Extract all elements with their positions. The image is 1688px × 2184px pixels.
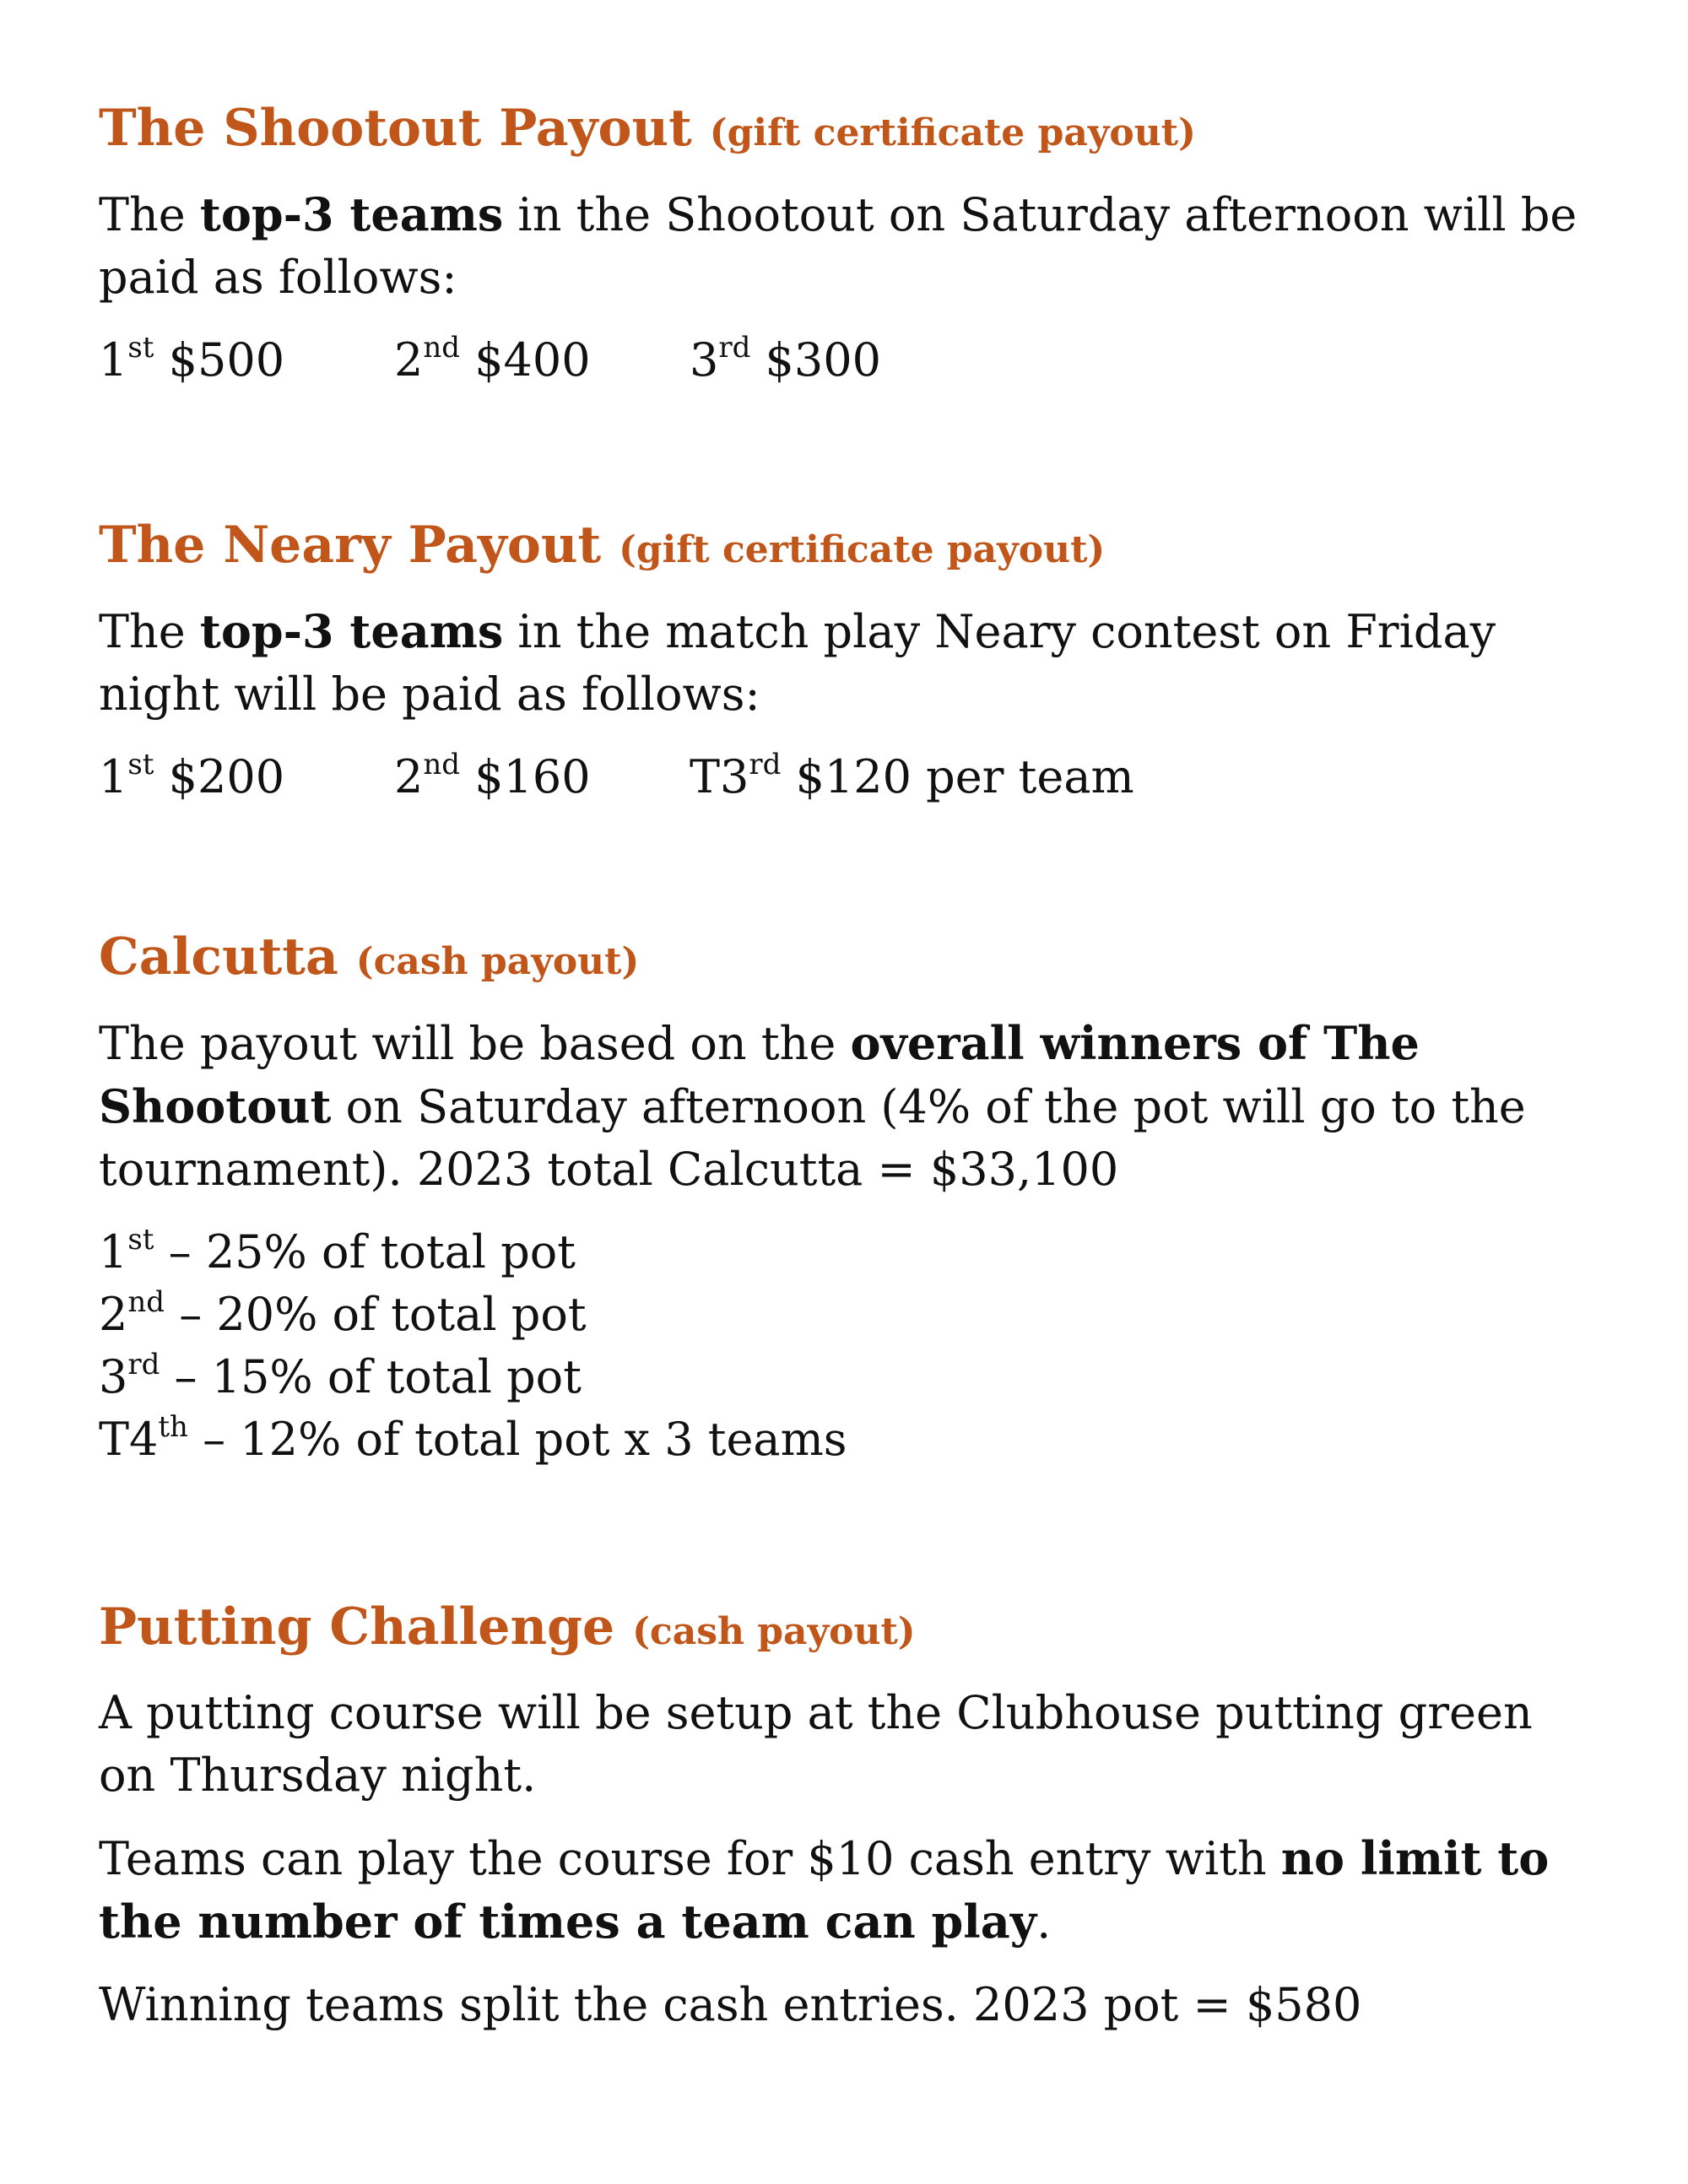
payout-text: – 25% of total pot [154,1225,576,1279]
putting-section [99,1598,1601,2036]
payout-rank-suffix: rd [718,331,751,365]
putting-p2-bold: no limit to the number of times a team can play [99,1831,1550,1949]
shootout-desc-bold: top-3 teams [199,187,504,241]
putting-paragraph-1: A putting course will be setup at the Clubhouse putting green on Thursday night. [99,1686,1533,1802]
putting-subtitle: (cash payout) [632,1610,916,1653]
payout-rank: 2 [394,333,424,387]
payout-rank: 1 [99,333,128,387]
shootout-title: The Shootout Payout [99,99,692,158]
payout-rank: 3 [690,333,719,387]
shootout-description [99,183,1601,309]
payout-rank: 1 [99,1225,128,1279]
payout-rank-suffix: st [127,748,154,781]
payout-amount: $160 [460,750,591,803]
payout-amount: $400 [460,333,591,387]
putting-p2-post: . [1036,1895,1052,1949]
neary-heading [99,516,1601,575]
payout-rank-suffix: st [127,1223,154,1257]
payout-text: – 12% of total pot x 3 teams [187,1413,847,1466]
payout-amount: $300 [750,333,881,387]
neary-description [99,600,1601,726]
calcutta-section [99,928,1601,1471]
shootout-payouts [99,329,1601,392]
calcutta-payout-1 [99,1221,1601,1284]
calcutta-payout-2 [99,1284,1601,1346]
putting-title: Putting Challenge [99,1597,615,1657]
shootout-payout-3 [690,329,881,392]
calcutta-subtitle: (cash payout) [355,940,640,983]
shootout-desc-pre: The [99,188,200,241]
calcutta-payout-list [99,1221,1601,1471]
neary-payout-3 [690,746,1134,808]
payout-rank: T4 [99,1413,159,1466]
neary-payout-2 [394,746,690,808]
payout-text: – 20% of total pot [165,1288,587,1341]
payout-rank-suffix: st [127,331,154,365]
calcutta-desc-post: on Saturday afternoon (4% of the pot will go to the tournament). 2023 total Calcutta = $33,100 [99,1080,1526,1196]
calcutta-desc-pre: The payout will be based on the [99,1017,851,1070]
shootout-section [99,100,1601,392]
shootout-payout-2 [394,329,690,392]
neary-desc-post: in the match play Neary contest on Friday night will be paid as follows: [99,605,1496,721]
payout-rank: 1 [99,750,128,803]
neary-payouts [99,746,1601,808]
putting-paragraph-3: Winning teams split the cash entries. 2023 pot = $580 [99,1978,1362,2031]
payout-amount: $120 per team [781,750,1134,803]
payout-rank: 2 [99,1288,128,1341]
neary-section [99,516,1601,808]
payout-rank-suffix: rd [749,748,782,781]
payout-rank-suffix: nd [423,748,461,781]
payout-rank-suffix: nd [127,1285,165,1319]
calcutta-heading [99,928,1601,987]
shootout-heading [99,100,1601,158]
neary-title: The Neary Payout [99,516,602,575]
payout-rank: T3 [690,750,749,803]
neary-desc-bold: top-3 teams [199,604,504,658]
shootout-desc-post: in the Shootout on Saturday afternoon will be paid as follows: [99,188,1577,304]
payout-text: – 15% of total pot [160,1350,582,1403]
putting-p2-pre: Teams can play the course for $10 cash entry with [99,1832,1281,1885]
shootout-payout-1 [99,329,394,392]
payout-rank: 3 [99,1350,128,1403]
calcutta-payout-3 [99,1346,1601,1408]
putting-paragraph-2 [99,1827,1601,1954]
calcutta-description [99,1012,1601,1201]
putting-heading [99,1598,1601,1657]
neary-desc-pre: The [99,605,200,658]
calcutta-title: Calcutta [99,927,338,987]
payout-rank-suffix: th [158,1410,188,1444]
shootout-subtitle: (gift certificate payout) [709,111,1196,154]
calcutta-desc-bold: overall winners of The Shootout [99,1016,1420,1133]
payout-amount: $200 [154,750,285,803]
neary-subtitle: (gift certificate payout) [619,528,1106,571]
payout-rank: 2 [394,750,424,803]
payout-rank-suffix: rd [127,1348,160,1381]
calcutta-payout-4 [99,1408,1601,1471]
payout-rank-suffix: nd [423,331,461,365]
payout-amount: $500 [154,333,285,387]
neary-payout-1 [99,746,394,808]
